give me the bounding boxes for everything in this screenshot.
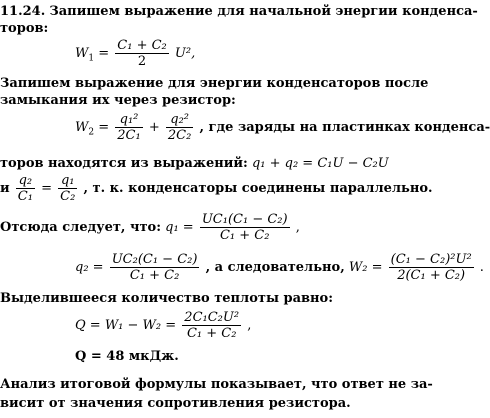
formula-q: Q = W₁ − W₂ = $\frac{\text{2C₁C₂U²}}{\text{C₁ + C₂}}$ , [75,310,252,341]
line-7: торов находятся из выражений: q₁ + q₂ = C₁U − C₂U [0,156,389,171]
formula-w2: $W_2$ = $\frac{\text{q₁²}}{\text{2C₁}}$ + $\frac{\text{q₂²}}{\text{2C₂}}$ , где заряды на пластинках конденса- [75,112,490,143]
formula-w1: $W_1$ = $\frac{\text{C₁ + C₂}}{2}$ U², [75,38,196,69]
problem-number: 11.24. [0,4,46,19]
line-5: замыкания их через резистор: [0,93,236,108]
intro-text: Запишем выражение для начальной энергии конденса- [49,4,478,19]
line-1 [0,4,478,20]
line-15: висит от значения сопротивления резистора. [0,396,351,411]
line-11: Выделившееся количество теплоты равно: [0,291,334,306]
fraction-w1: $\frac{\text{C₁ + C₂}}{2}$ [117,38,167,69]
line-4: Запишем выражение для энергии конденсаторов после [0,76,429,91]
q-value: Q = 48 мкДж. [75,349,179,364]
q-relation: q₁ + q₂ = C₁U − C₂U [251,156,389,171]
line-8: и $\frac{\text{q₂}}{\text{C₁}}$ = $\frac{\text{q₁}}{\text{C₂}}$ , т. к. конденсаторы соединены параллельно. [0,173,433,204]
line-9: Отсюда следует, что: q₁ = $\frac{\text{UC₁(C₁ − C₂)}}{\text{C₁ + C₂}}$ , [0,212,300,243]
line-14: Анализ итоговой формулы показывает, что ответ не за- [0,377,433,392]
line-2: торов: [0,21,49,36]
line-10: q₂ = $\frac{\text{UC₂(C₁ − C₂)}}{\text{C₁ + C₂}}$ , а следовательно, W₂ = $\frac{\text{(C₁ − C₂)²U²}}{\text{2(C₁ + C₂)}}$ . [75,252,484,283]
